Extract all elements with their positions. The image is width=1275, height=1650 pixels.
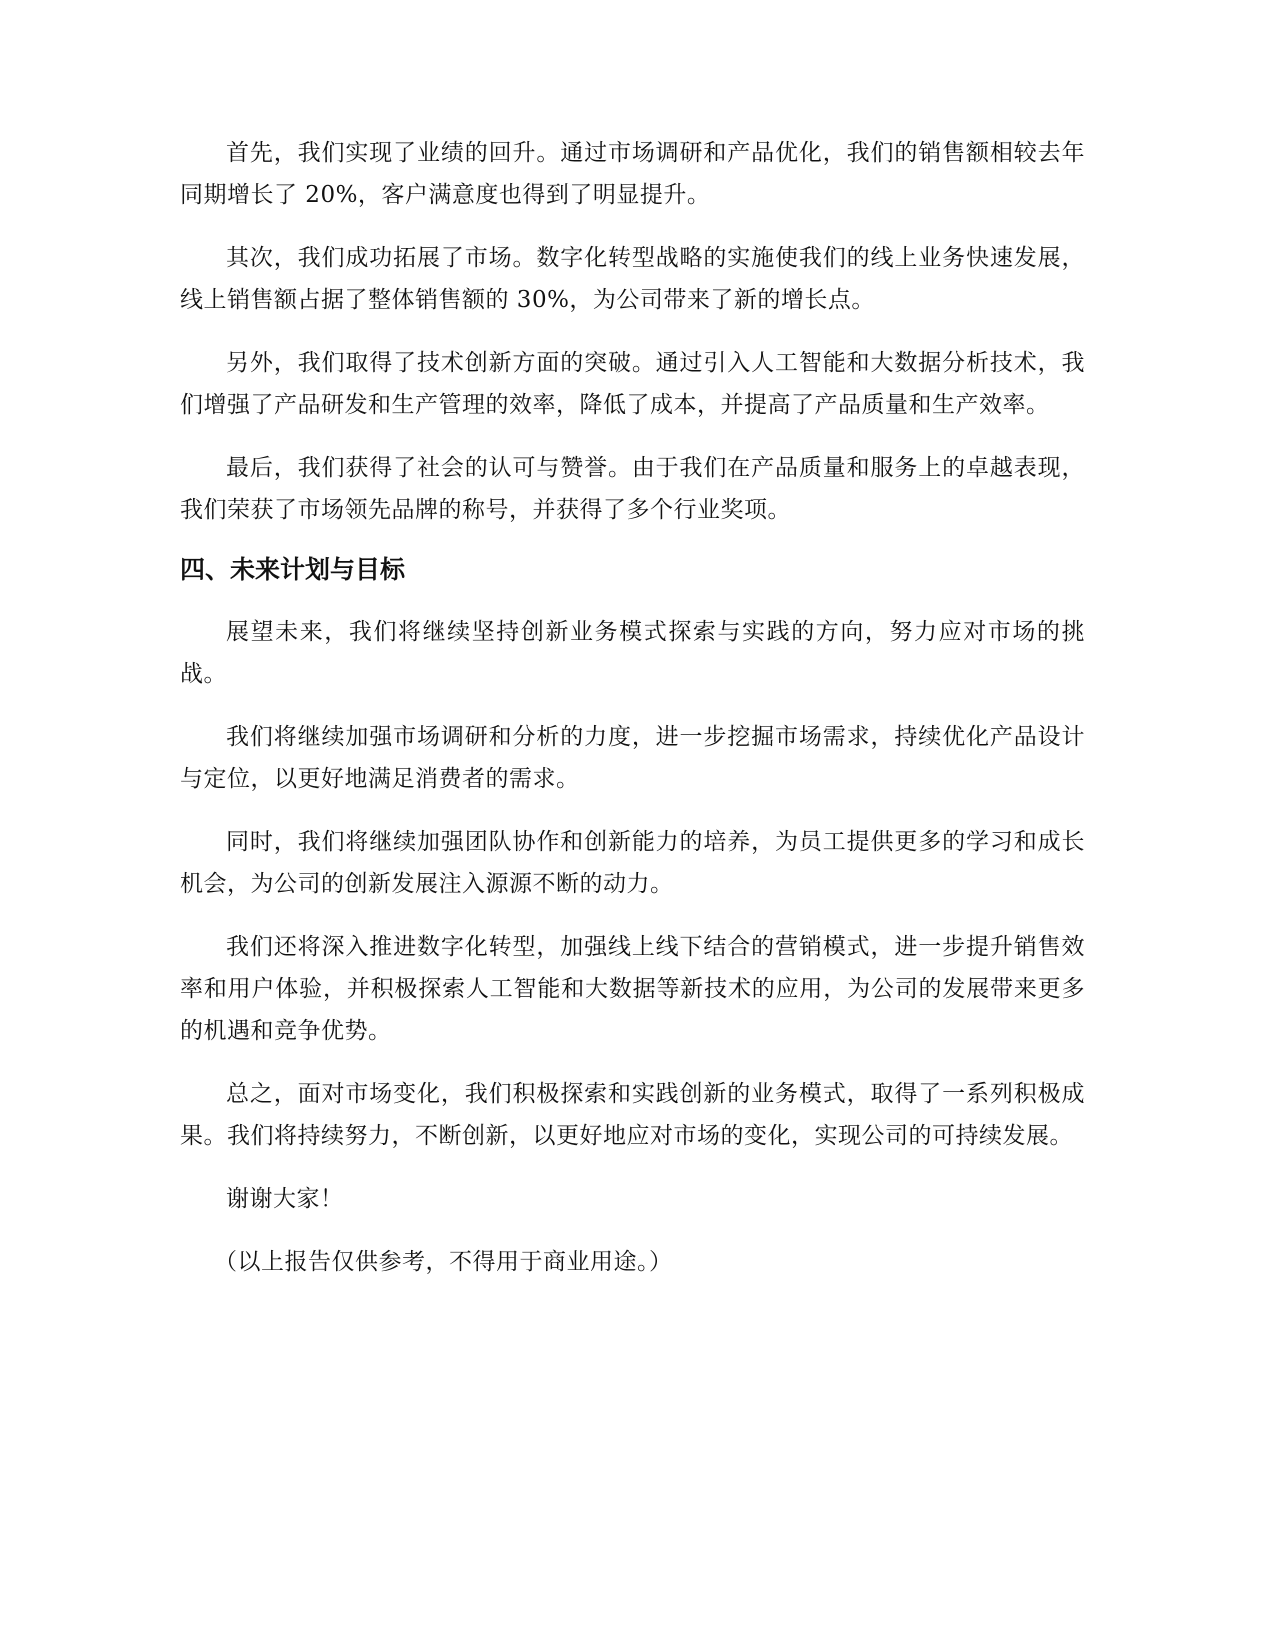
- paragraph-social-recognition: 最后，我们获得了社会的认可与赞誉。由于我们在产品质量和服务上的卓越表现，我们荣获了市场领先品牌的称号，并获得了多个行业奖项。: [180, 455, 1085, 523]
- paragraph-team-building: 同时，我们将继续加强团队协作和创新能力的培养，为员工提供更多的学习和成长机会，为公司的创新发展注入源源不断的动力。: [180, 829, 1085, 897]
- paragraph-tech-innovation: 另外，我们取得了技术创新方面的突破。通过引入人工智能和大数据分析技术，我们增强了产品研发和生产管理的效率，降低了成本，并提高了产品质量和生产效率。: [180, 350, 1085, 418]
- paragraph-market-research: 我们将继续加强市场调研和分析的力度，进一步挖掘市场需求，持续优化产品设计与定位，以更好地满足消费者的需求。: [180, 724, 1085, 792]
- closing-thanks: 谢谢大家！: [226, 1186, 344, 1212]
- disclaimer-note: （以上报告仅供参考，不得用于商业用途。）: [214, 1249, 673, 1275]
- paragraph-summary: 总之，面对市场变化，我们积极探索和实践创新的业务模式，取得了一系列积极成果。我们将持续努力，不断创新，以更好地应对市场的变化，实现公司的可持续发展。: [180, 1081, 1085, 1149]
- paragraph-digital-transformation: 我们还将深入推进数字化转型，加强线上线下结合的营销模式，进一步提升销售效率和用户体验，并积极探索人工智能和大数据等新技术的应用，为公司的发展带来更多的机遇和竞争优势。: [180, 934, 1085, 1044]
- section-heading: 四、未来计划与目标: [180, 555, 406, 584]
- paragraph-outlook: 展望未来，我们将继续坚持创新业务模式探索与实践的方向，努力应对市场的挑战。: [180, 619, 1085, 687]
- document-page: [180, 132, 1085, 1283]
- paragraph-performance-recovery: 首先，我们实现了业绩的回升。通过市场调研和产品优化，我们的销售额相较去年同期增长了 20%，客户满意度也得到了明显提升。: [180, 140, 1085, 208]
- paragraph-market-expansion: 其次，我们成功拓展了市场。数字化转型战略的实施使我们的线上业务快速发展，线上销售额占据了整体销售额的 30%，为公司带来了新的增长点。: [180, 245, 1085, 313]
